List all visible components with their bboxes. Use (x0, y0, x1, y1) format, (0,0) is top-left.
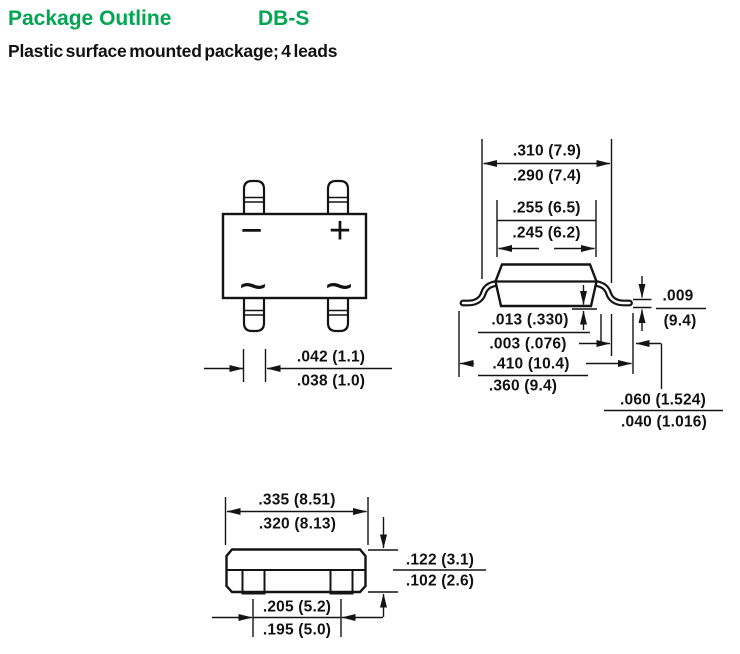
dim-lead-thickness-mm: (9.4) (663, 312, 697, 330)
package-code: DB-S (258, 7, 310, 30)
dim-body-width-inch: .255 (6.5) (512, 199, 581, 217)
dim-foot-length-inch: .060 (1.524) (620, 390, 706, 408)
dim-body-height-inch: .122 (3.1) (405, 550, 475, 568)
dim-foot-length-mm: .040 (1.016) (621, 413, 707, 431)
dim-shoulder-span-mm: .290 (7.4) (512, 167, 582, 185)
dim-lead-pitch-mm: .195 (5.0) (262, 620, 332, 638)
dim-lead-span-inch: .410 (10.4) (492, 354, 570, 372)
polarity-plus-symbol: + (328, 210, 352, 252)
dim-body-width-mm: .245 (6.2) (512, 223, 581, 241)
polarity-minus-symbol: − (240, 210, 263, 252)
dim-shoulder-span-inch: .310 (7.9) (512, 142, 582, 160)
ac-right-symbol: ~ (324, 260, 354, 313)
dim-lead-thickness-inch: .009 (662, 287, 694, 305)
page-subtitle: Plastic surface mounted package; 4 leads (8, 41, 338, 61)
ac-left-symbol: ~ (238, 260, 268, 313)
dim-body-height-mm: .102 (2.6) (405, 572, 475, 590)
dim-front-width-inch: .335 (8.51) (258, 490, 336, 508)
dim-standoff-inch: .013 (.330) (491, 311, 569, 329)
dim-lead-span-mm: .360 (9.4) (488, 377, 558, 395)
dim-lead-width-mm: .038 (1.0) (296, 372, 366, 390)
dim-standoff-mm: .003 (.076) (489, 334, 567, 352)
dim-front-width-mm: .320 (8.13) (258, 514, 337, 532)
dim-lead-width-inch: .042 (1.1) (296, 348, 366, 366)
page-title: Package Outline (8, 7, 172, 30)
dim-lead-pitch-inch: .205 (5.2) (262, 597, 332, 615)
